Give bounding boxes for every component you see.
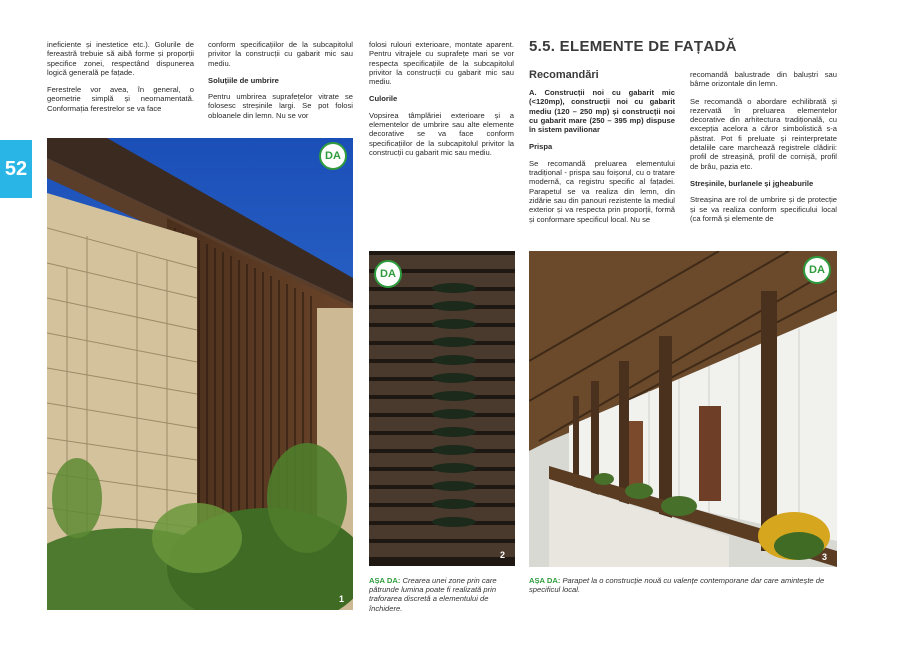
photo-number: 3 (822, 552, 828, 562)
subheading-culorile: Culorile (369, 94, 398, 104)
page-number: 52 (0, 140, 32, 198)
paragraph: conform specificațiilor de la subcapitolul privitor la construcții cu gabarit mic sau mediu. (208, 40, 353, 68)
approved-badge: DA (319, 142, 347, 170)
text-column-4 (529, 88, 675, 232)
caption-label: AȘA DA: (529, 576, 561, 585)
paragraph: recomandă balustrade din baluștri sau bârne orizontale din lemn. (690, 70, 837, 89)
paragraph: folosi rulouri exterioare, montate aparent. Pentru vitrajele cu suprafețe mari se vor respecta specificațiile de la subcapitolul privitor la construcții cu gabarit mic sau mediu. (369, 40, 514, 87)
photo-porch (529, 251, 837, 567)
subheading-streasini: Streșinile, burlanele și jgheaburile (690, 178, 814, 188)
paragraph: Ferestrele vor avea, în general, o geometrie simplă și neornamentată. Conformația ferestrelor se va face (47, 85, 194, 113)
caption-text: Crearea unei zone prin care pătrunde lumina poate fi realizată prin traforarea discretă a elementului de închidere. (369, 576, 497, 613)
text-column-1 (47, 40, 194, 121)
photo-number: 2 (500, 550, 506, 560)
subheading-construction-types: A. Construcții noi cu gabarit mic (<120mp), construcții noi cu gabarit mediu (120 – 250 mp) și construcții noi cu gabarit mare (250 – 395 mp) dispuse în sistem pavilionar (529, 88, 675, 135)
section-title: 5.5. ELEMENTE DE FAȚADĂ (529, 38, 737, 55)
approved-badge: DA (803, 256, 831, 284)
photo-wooden-slats (369, 251, 515, 566)
text-column-2 (208, 40, 353, 128)
paragraph: Vopsirea tâmplăriei exterioare și a elementelor de umbrire sau alte elemente decorative se va face conform specificațiilor de la subcapitolul privitor la construcții cu gabarit mic sau mediu. (369, 110, 514, 157)
recommendations-heading: Recomandări (529, 69, 599, 81)
paragraph: Streașina are rol de umbrire și de protecție și se va realiza conform specificului local (ca formă și elemente de (690, 195, 837, 223)
paragraph: Pentru umbrirea suprafețelor vitrate se folosesc streșinile largi. Se pot folosi obloanele din lemn. Nu se vor (208, 92, 353, 120)
caption-text: Parapet la o construcție nouă cu valențe contemporane dar care amintește de specificul local. (529, 576, 825, 595)
paragraph: ineficiente și inestetice etc.). Golurile de fereastră trebuie să aibă forme și proporții specifice zonei, respectând dispunerea logică generală pe fațade. (47, 40, 194, 77)
caption-photo-3 (529, 576, 837, 594)
paragraph: Se recomandă preluarea elementului tradițional - prispa sau foișorul, cu o tratare modernă, ca registru specific al fațadei. Parapetul se va realiza din lemn, din zidărie sau din panouri rezistente la mediul exterior și va respecta prin proporții, formă și conformare specificul local. Nu se (529, 158, 675, 224)
subheading-umbrire: Soluțiile de umbrire (208, 75, 279, 85)
caption-photo-2 (369, 576, 515, 613)
approved-badge: DA (374, 260, 402, 288)
subheading-prispa: Prispa (529, 142, 553, 152)
photo-number: 1 (339, 594, 345, 604)
photo-stone-house (47, 138, 353, 610)
caption-label: AȘA DA: (369, 576, 401, 585)
text-column-5 (690, 70, 837, 231)
paragraph: Se recomandă o abordare echilibrată și rezervată în preluarea elementelor decorative din arhitectura tradițională, cu excepția acelora a căror simbolistică s-a păstrat. Pot fi preluate și reinterpretate detaliile care marchează registrele clădirii: profil de streașină, profil de cornișă, profil de brâu, pazia etc. (690, 96, 837, 171)
text-column-3 (369, 40, 514, 165)
